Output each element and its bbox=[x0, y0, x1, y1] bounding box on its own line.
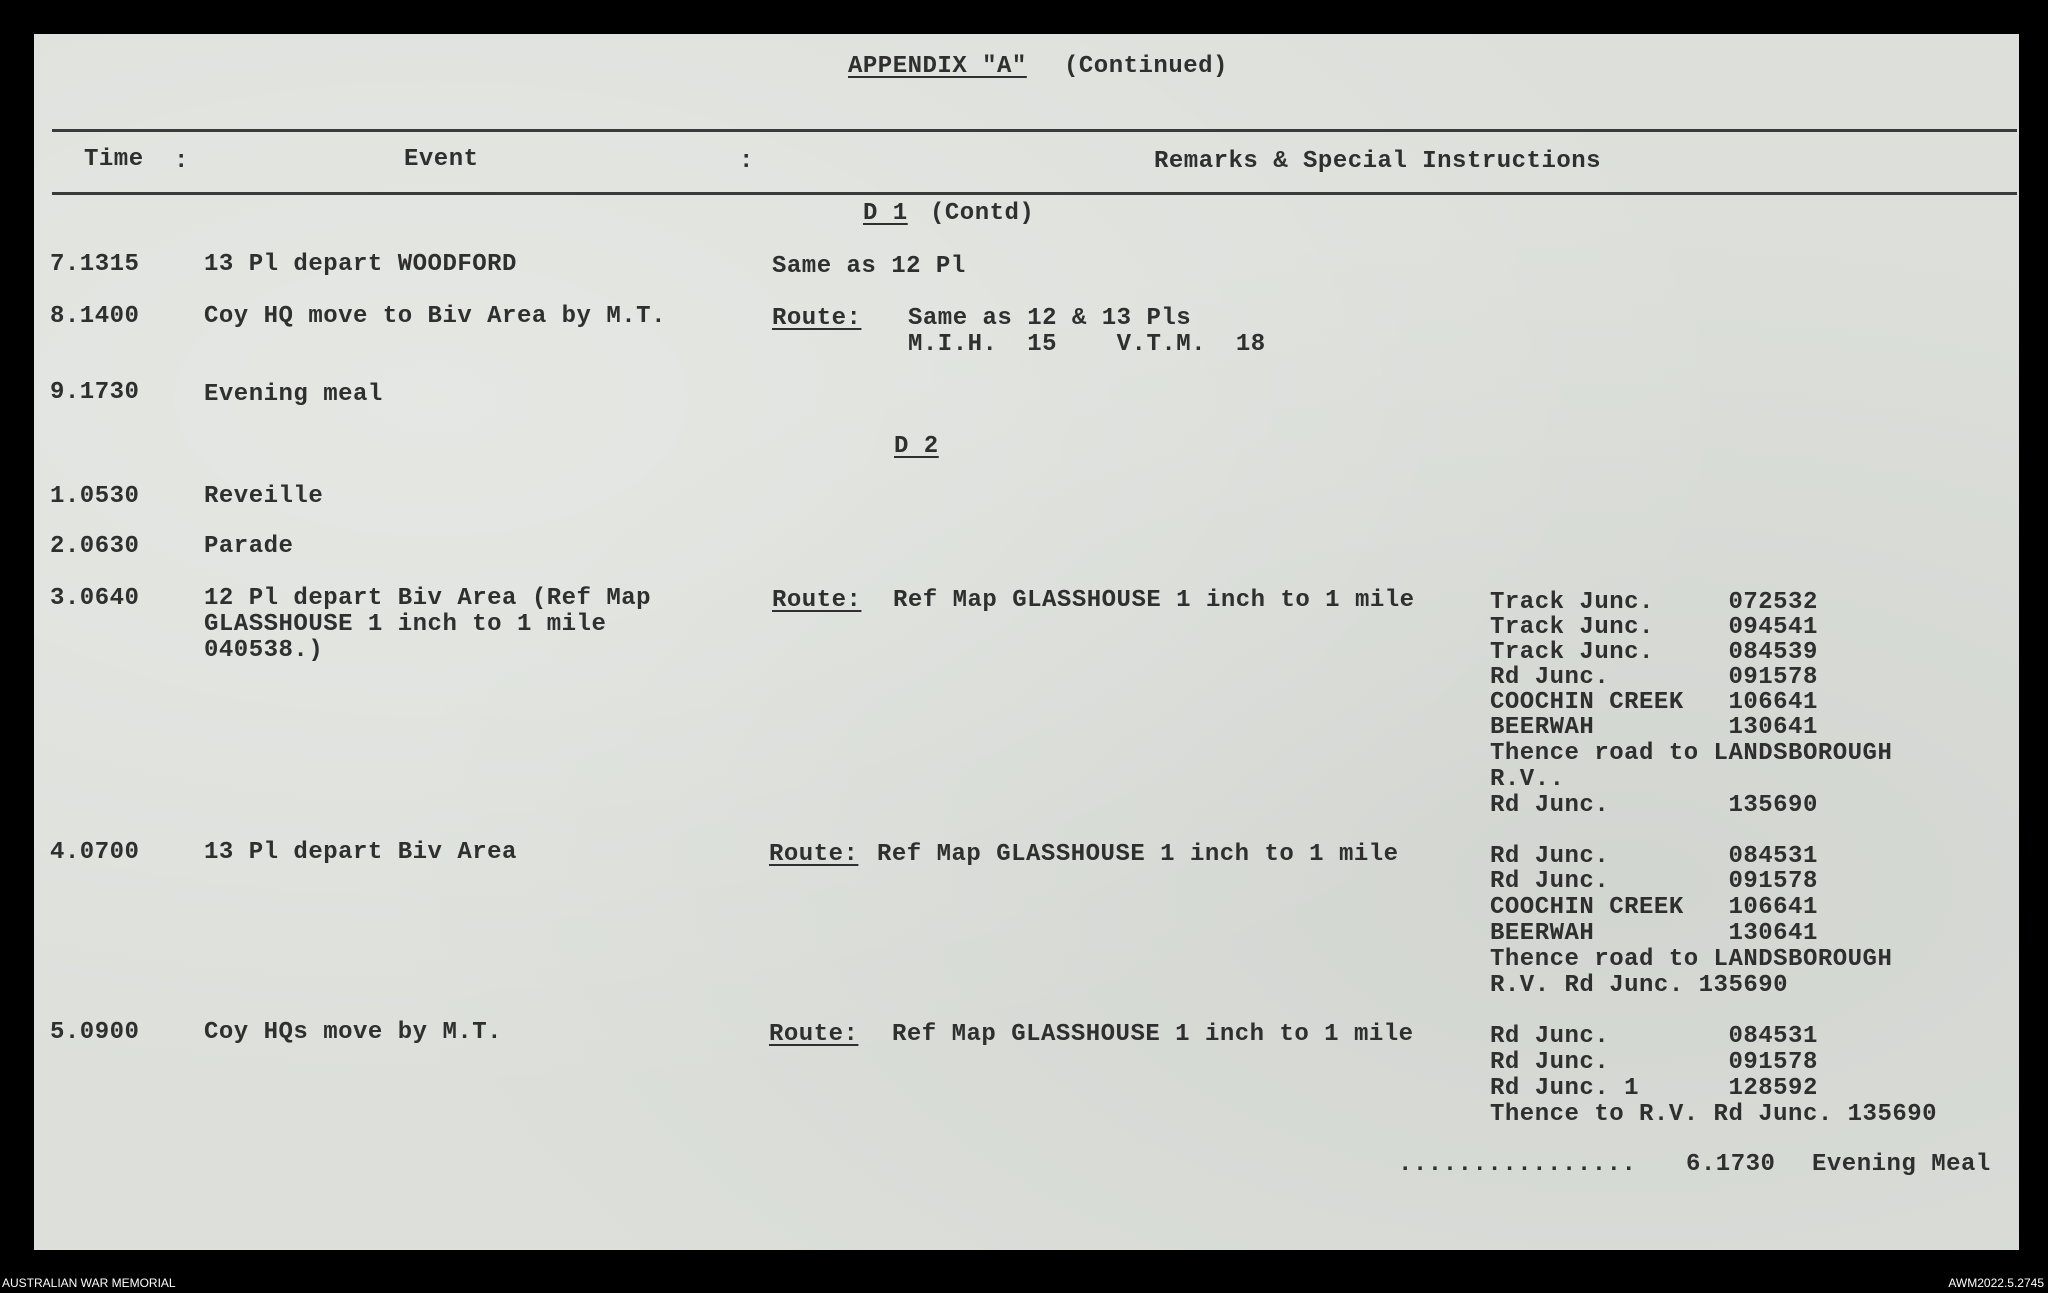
route-point: R.V.. bbox=[1490, 766, 1565, 793]
route-label: Route: bbox=[772, 587, 862, 614]
row-event: 12 Pl depart Biv Area (Ref Map bbox=[204, 585, 652, 612]
row-event: Coy HQ move to Biv Area by M.T. bbox=[204, 303, 666, 330]
row-event: Parade bbox=[204, 533, 294, 560]
col-header-sep-1: : bbox=[174, 148, 189, 175]
row-time: 2.0630 bbox=[50, 533, 140, 560]
row-time: 1.0530 bbox=[50, 483, 140, 510]
route-point: Rd Junc. 1 128592 bbox=[1490, 1075, 1818, 1102]
row-event: GLASSHOUSE 1 inch to 1 mile bbox=[204, 611, 607, 638]
row-event: 13 Pl depart Biv Area bbox=[204, 839, 517, 866]
section-d1-contd: D 1 bbox=[863, 200, 908, 227]
route-point: Rd Junc. 084531 bbox=[1490, 843, 1818, 870]
route-label: Route: bbox=[769, 1021, 859, 1048]
row-event: Reveille bbox=[204, 483, 324, 510]
route-label: Route: bbox=[769, 841, 859, 868]
route-point: Rd Junc. 091578 bbox=[1490, 664, 1818, 691]
row-remarks: Ref Map GLASSHOUSE 1 inch to 1 mile bbox=[893, 587, 1415, 614]
section-d1-contd-suffix: (Contd) bbox=[930, 200, 1035, 227]
footer-accession: AWM2022.5.2745 bbox=[1948, 1276, 2044, 1290]
route-point: Track Junc. 084539 bbox=[1490, 639, 1818, 666]
route-point: COOCHIN CREEK 106641 bbox=[1490, 894, 1818, 921]
appendix-continued: (Continued) bbox=[1064, 53, 1228, 80]
closing-time: 6.1730 bbox=[1686, 1151, 1776, 1178]
col-header-remarks: Remarks & Special Instructions bbox=[1154, 148, 1602, 175]
route-point: Rd Junc. 091578 bbox=[1490, 868, 1818, 895]
route-point: Rd Junc. 091578 bbox=[1490, 1049, 1818, 1076]
route-point: Thence road to LANDSBOROUGH bbox=[1490, 946, 1893, 973]
row-time: 3.0640 bbox=[50, 585, 140, 612]
route-label: Route: bbox=[772, 305, 862, 332]
route-point: BEERWAH 130641 bbox=[1490, 920, 1818, 947]
row-time: 4.0700 bbox=[50, 839, 140, 866]
row-time: 9.1730 bbox=[50, 379, 140, 406]
route-point: Track Junc. 094541 bbox=[1490, 614, 1818, 641]
row-remarks: Same as 12 Pl bbox=[772, 253, 966, 280]
route-point: COOCHIN CREEK 106641 bbox=[1490, 689, 1818, 716]
route-point: Thence road to LANDSBOROUGH bbox=[1490, 740, 1893, 767]
closing-dots: ................ bbox=[1398, 1151, 1637, 1178]
row-remarks: M.I.H. 15 V.T.M. 18 bbox=[908, 331, 1266, 358]
document-page bbox=[34, 34, 2019, 1250]
header-top-rule bbox=[52, 129, 2017, 132]
footer-credit: AUSTRALIAN WAR MEMORIAL bbox=[2, 1276, 176, 1290]
row-event: Coy HQs move by M.T. bbox=[204, 1019, 503, 1046]
route-point: Track Junc. 072532 bbox=[1490, 589, 1818, 616]
closing-event: Evening Meal bbox=[1812, 1151, 1991, 1178]
col-header-time: Time bbox=[84, 146, 144, 173]
col-header-sep-2: : bbox=[739, 148, 754, 175]
row-event: 040538.) bbox=[204, 637, 324, 664]
header-bottom-rule bbox=[52, 192, 2017, 195]
route-point: Thence to R.V. Rd Junc. 135690 bbox=[1490, 1101, 1938, 1128]
row-time: 8.1400 bbox=[50, 303, 140, 330]
row-remarks: Ref Map GLASSHOUSE 1 inch to 1 mile bbox=[892, 1021, 1414, 1048]
row-time: 5.0900 bbox=[50, 1019, 140, 1046]
route-point: R.V. Rd Junc. 135690 bbox=[1490, 972, 1789, 999]
route-point: Rd Junc. 135690 bbox=[1490, 792, 1818, 819]
appendix-title: APPENDIX "A" bbox=[848, 53, 1027, 80]
route-point: BEERWAH 130641 bbox=[1490, 714, 1818, 741]
row-event: Evening meal bbox=[204, 381, 383, 408]
row-remarks: Same as 12 & 13 Pls bbox=[908, 305, 1192, 332]
section-d2: D 2 bbox=[894, 433, 939, 460]
row-time: 7.1315 bbox=[50, 251, 140, 278]
col-header-event: Event bbox=[404, 146, 479, 173]
row-event: 13 Pl depart WOODFORD bbox=[204, 251, 517, 278]
row-remarks: Ref Map GLASSHOUSE 1 inch to 1 mile bbox=[877, 841, 1399, 868]
route-point: Rd Junc. 084531 bbox=[1490, 1023, 1818, 1050]
